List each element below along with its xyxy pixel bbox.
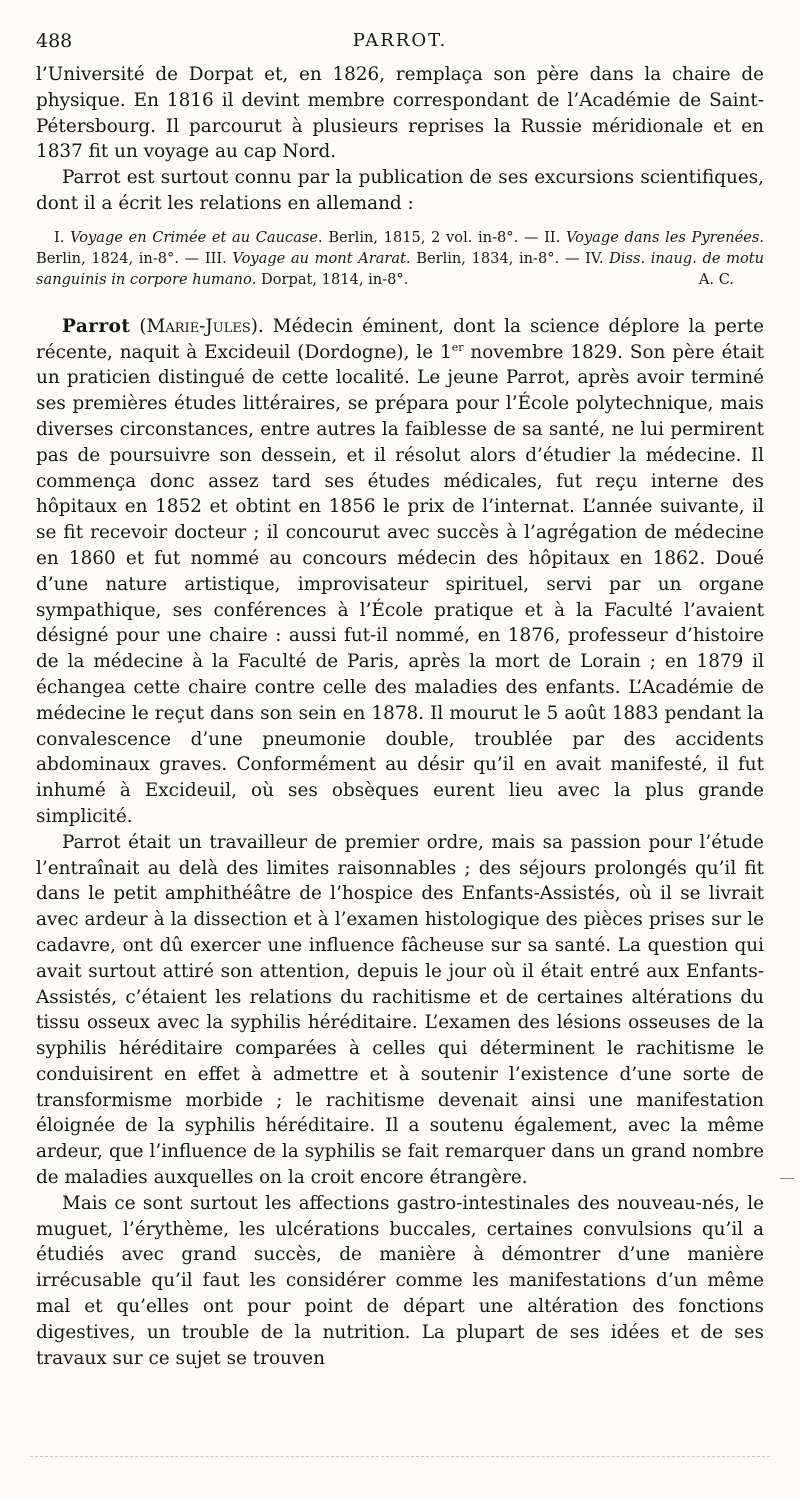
biblio-details-1: . Berlin, 1815, 2 vol. in-8°. — II. — [318, 228, 561, 246]
bibliography-list — [36, 227, 764, 290]
entry-text-part-1: Médecin éminent, dont la science déplore la perte récente, naquit à Excideuil (Dordogne), le 1 — [36, 315, 764, 363]
paragraph-continuation: l’Université de Dorpat et, en 1826, remplaça son père dans la chaire de physique. En 1816 il devint membre correspondant de l’Académie de Saint-Pétersbourg. Il parcourut à plusieurs reprises la Russie méridionale et en 1837 fit un voyage au cap Nord. — [36, 64, 764, 163]
biblio-details-3: . Berlin, 1834, in-8°. — IV. — [405, 249, 604, 267]
entry-text-part-2: novembre 1829. Son père était un praticien distingué de cette localité. Le jeune Parrot, après avoir terminé ses premières études littéraires, se prépara pour l’École polytechnique, mais diverses circonstances, entre autres la faiblesse de sa santé, ne lui permirent pas de poursuivre son dessein, et il résolut alors d’étudier la médecine. Il commença donc assez tard ses études médicales, fut reçu interne des hôpitaux en 1852 et obtint en 1856 le prix de l’internat. L’année suivante, il se fit recevoir docteur ; il concourut avec succès à l’agrégation de médecine en 1860 et fut nommé au concours médecin des hôpitaux en 1862. Doué d’une nature artistique, improvisateur spirituel, servi par un organe sympathique, ses conférences à l’École pratique et à la Faculté l’avaient désigné pour une chaire : aussi fut-il nommé, en 1876, professeur d’histoire de la médecine à la Faculté de Paris, après la mort de Lorain ; en 1879 il échangea cette chaire contre celle des maladies des enfants. L’Académie de médecine le reçut dans son sein en 1878. Il mourut le 5 août 1883 pendant la convalescence d’une pneumonie double, troublée par des accidents abdominaux graves. Conformément au désir qu’il en avait manifesté, il fut inhumé à Excideuil, où ses obsèques eurent lieu avec la plus grande simplicité. — [36, 341, 764, 827]
entry-paren-open: ( — [130, 315, 147, 337]
page-number: 488 — [36, 30, 73, 52]
paragraph-work: Parrot était un travailleur de premier ordre, mais sa passion pour l’étude l’entraînait au delà des limites raisonnables ; des séjours prolongés qu’il fit dans le petit amphithéâtre de l’hospice des Enfants-Assistés, où il se livrait avec ardeur à la dissection et à l’examen histologique des pièces prises sur le cadavre, ont dû exercer une influence fâcheuse sur sa santé. La question qui avait surtout attiré son attention, depuis le jour où il était entré aux Enfants-Assistés, c’étaient les relations du rachitisme et de certaines altérations du tissu osseux avec la syphilis héréditaire. L’examen des lésions osseuses de la syphilis héréditaire comparées à celles qui déterminent le rachitisme le conduisirent en effet à admettre et à soutenir l’existence d’une sorte de transformisme morbide ; le rachitisme devenait ainsi une manifestation éloignée de la syphilis héréditaire. Il a soutenu également, avec la même ardeur, que l’influence de la syphilis se fait remarquer dans un grand nombre de maladies auxquelles on la croit encore étrangère. — [36, 831, 764, 1189]
entry-given-names: Marie-Jules — [146, 315, 251, 337]
paragraph-gastro: Mais ce sont surtout les affections gastro-intestinales des nouveau-nés, le muguet, l’érythème, les ulcérations buccales, certaines convulsions qu’il a étudiés avec grand succès, de manière à démontrer d’une manière irrécusable qu’il faut les considérer comme les manifestations d’un même mal et qu’elles ont pour point de départ une altération des fonctions digestives, un trouble de la nutrition. La plupart de ses idées et de ses travaux sur ce sujet se trouven — [36, 1192, 764, 1369]
ordinal-superscript: er — [451, 340, 464, 354]
biblio-title-1: Voyage en Crimée et au Caucase — [70, 228, 319, 246]
bottom-rule — [30, 1456, 770, 1457]
biblio-title-2: Voyage dans les Pyrenées — [565, 228, 760, 246]
paragraph-intro-works: Parrot est surtout connu par la publication de ses excursions scientifiques, dont il a écrit les relations en allemand : — [36, 167, 764, 214]
entry-paren-close: ). — [250, 315, 273, 337]
page-header — [36, 30, 764, 56]
entry-headword: Parrot — [62, 315, 131, 337]
author-signature: A. C. — [698, 270, 734, 288]
entry-parrot-marie-jules — [36, 314, 764, 830]
margin-mark — [780, 1178, 794, 1179]
page-content — [36, 62, 764, 1371]
biblio-number-1: I. — [54, 228, 65, 246]
running-head: PARROT. — [352, 30, 448, 51]
biblio-details-4: . Dorpat, 1814, in-8°. — [251, 270, 409, 288]
biblio-title-3: Voyage au mont Ararat — [232, 249, 406, 267]
biblio-details-2: . Berlin, 1824, in-8°. — III. — [36, 228, 765, 267]
biblio-title-4: Diss. inaug. de motu sanguinis in corpore humano — [36, 249, 765, 288]
